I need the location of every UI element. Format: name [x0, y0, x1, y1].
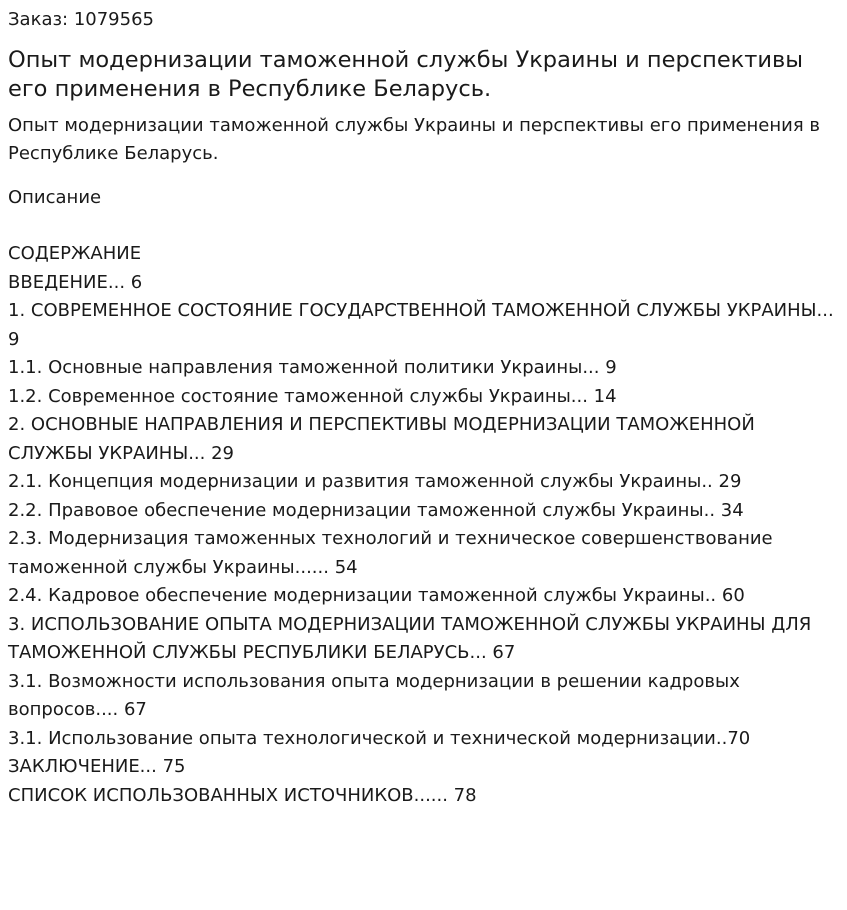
toc-item: 2.3. Модернизация таможенных технологий и техническое совершенствование таможенной службы Украины...... 54: [8, 528, 773, 578]
toc-item: СПИСОК ИСПОЛЬЗОВАННЫХ ИСТОЧНИКОВ...... 78: [8, 784, 477, 806]
toc-item: 3.1. Использование опыта технологической и технической модернизации..70: [8, 727, 751, 749]
toc-item: ВВЕДЕНИЕ... 6: [8, 271, 143, 293]
toc-item: ЗАКЛЮЧЕНИЕ... 75: [8, 756, 186, 777]
toc-item: 2.2. Правовое обеспечение модернизации таможенной службы Украины.. 34: [8, 499, 744, 521]
toc-item: 2.1. Концепция модернизации и развития таможенной службы Украины.. 29: [8, 471, 742, 492]
page-subtitle: Опыт модернизации таможенной службы Украины и перспективы его применения в Республике Беларусь.: [8, 115, 821, 164]
toc-item: 2.4. Кадровое обеспечение модернизации таможенной службы Украины.. 60: [8, 585, 745, 606]
toc-item: 3. ИСПОЛЬЗОВАНИЕ ОПЫТА МОДЕРНИЗАЦИИ ТАМОЖЕННОЙ СЛУЖБЫ УКРАИНЫ ДЛЯ ТАМОЖЕННОЙ СЛУЖБЫ РЕСПУБЛИКИ БЕЛАРУСЬ... 67: [8, 613, 812, 663]
page-title: Опыт модернизации таможенной службы Украины и перспективы его применения в Республике Беларусь.: [8, 47, 804, 102]
toc-item: СОДЕРЖАНИЕ: [8, 243, 142, 264]
order-number: Заказ: 1079565: [8, 9, 154, 30]
description-label: Описание: [8, 187, 102, 208]
toc-item: 2. ОСНОВНЫЕ НАПРАВЛЕНИЯ И ПЕРСПЕКТИВЫ МОДЕРНИЗАЦИИ ТАМОЖЕННОЙ СЛУЖБЫ УКРАИНЫ... 29: [8, 414, 755, 464]
table-of-contents: [8, 240, 839, 810]
toc-item: 3.1. Возможности использования опыта модернизации в решении кадровых вопросов.... 67: [8, 670, 740, 720]
toc-item: 1. СОВРЕМЕННОЕ СОСТОЯНИЕ ГОСУДАРСТВЕННОЙ ТАМОЖЕННОЙ СЛУЖБЫ УКРАИНЫ... 9: [8, 300, 834, 350]
toc-item: 1.2. Современное состояние таможенной службы Украины... 14: [8, 385, 617, 407]
toc-item: 1.1. Основные направления таможенной политики Украины... 9: [8, 357, 617, 378]
